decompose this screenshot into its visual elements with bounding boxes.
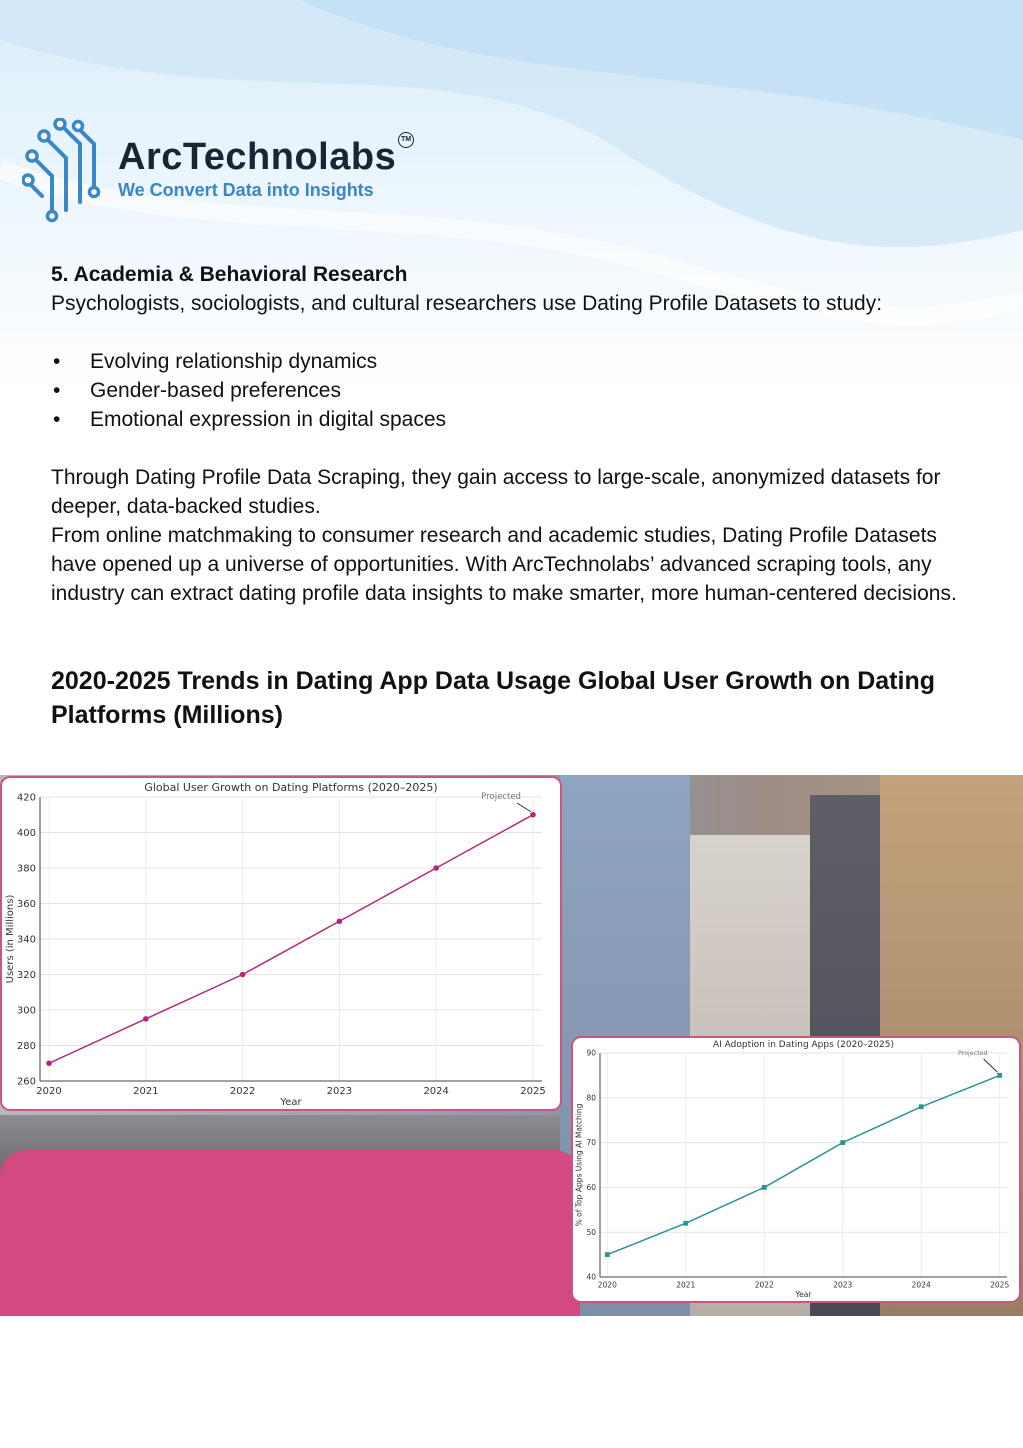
data-point xyxy=(919,1104,924,1109)
bullet-marker: • xyxy=(53,379,61,402)
chart-title: AI Adoption in Dating Apps (2020–2025) xyxy=(713,1040,894,1050)
x-tick-label: 2022 xyxy=(229,1086,256,1097)
trademark-symbol: TM xyxy=(398,132,414,148)
bullet-marker: • xyxy=(53,350,61,373)
data-point xyxy=(46,1060,52,1066)
pink-panel xyxy=(0,1150,580,1316)
list-item: • Gender-based preferences xyxy=(51,376,981,405)
y-tick-label: 70 xyxy=(586,1138,596,1148)
x-axis-label: Year xyxy=(795,1290,812,1299)
x-tick-label: 2020 xyxy=(36,1086,62,1097)
y-tick-label: 280 xyxy=(16,1041,36,1052)
x-tick-label: 2023 xyxy=(833,1280,853,1290)
paragraph: From online matchmaking to consumer research and academic studies, Dating Profile Datasets have opened up a universe of opportunities. With ArcTechnolabs’ advanced scraping tools, any industry can extract dating profile data insights to make smarter, more human-centered decisions. xyxy=(51,524,957,605)
x-tick-label: 2020 xyxy=(597,1280,617,1290)
user-growth-chart-card xyxy=(0,776,562,1111)
data-point xyxy=(143,1016,149,1022)
series-line xyxy=(607,1075,999,1254)
data-point xyxy=(683,1221,688,1226)
data-point xyxy=(530,812,536,818)
y-tick-label: 380 xyxy=(16,863,36,875)
y-tick-label: 50 xyxy=(586,1227,596,1237)
x-tick-label: 2025 xyxy=(520,1086,546,1097)
y-tick-label: 260 xyxy=(16,1076,36,1088)
data-point xyxy=(433,865,439,871)
x-tick-label: 2023 xyxy=(326,1086,353,1097)
data-point xyxy=(240,972,246,978)
ai-adoption-chart xyxy=(573,1038,1019,1301)
y-tick-label: 80 xyxy=(586,1093,596,1103)
data-point xyxy=(840,1140,845,1145)
x-axis-label: Year xyxy=(280,1097,302,1108)
section-academia xyxy=(51,260,981,608)
x-tick-label: 2024 xyxy=(911,1280,931,1290)
y-tick-label: 420 xyxy=(16,792,36,804)
x-tick-label: 2025 xyxy=(990,1280,1010,1290)
data-point xyxy=(762,1185,767,1190)
y-axis-label: % of Top Apps Using AI Matching xyxy=(574,1103,584,1227)
logo-wordmark: ArcTechnolabs xyxy=(118,136,397,178)
y-tick-label: 320 xyxy=(16,970,36,981)
data-point xyxy=(997,1073,1002,1078)
user-growth-chart xyxy=(2,778,560,1109)
y-tick-label: 340 xyxy=(16,934,36,946)
y-tick-label: 360 xyxy=(16,899,36,910)
section-heading: 5. Academia & Behavioral Research xyxy=(51,263,408,286)
ai-adoption-chart-card xyxy=(571,1036,1021,1303)
data-point xyxy=(337,918,343,924)
logo-tagline: We Convert Data into Insights xyxy=(118,180,374,200)
annotation-arrow xyxy=(517,803,531,812)
list-item: • Evolving relationship dynamics xyxy=(51,347,981,376)
bullet-marker: • xyxy=(53,408,61,431)
annotation-label: Projected xyxy=(481,792,521,802)
data-point xyxy=(605,1252,610,1257)
y-tick-label: 90 xyxy=(586,1048,596,1058)
trends-heading: 2020-2025 Trends in Dating App Data Usage Global User Growth on Dating Platforms (Millions) xyxy=(51,667,935,729)
y-tick-label: 300 xyxy=(16,1005,36,1017)
y-tick-label: 400 xyxy=(16,828,36,839)
x-tick-label: 2021 xyxy=(676,1280,696,1290)
circuit-logo-icon xyxy=(22,118,112,228)
y-axis-label: Users (in Millions) xyxy=(5,894,16,984)
y-tick-label: 40 xyxy=(586,1272,596,1282)
x-tick-label: 2024 xyxy=(423,1086,449,1097)
annotation-label: Projected xyxy=(957,1049,988,1057)
paragraph: Through Dating Profile Data Scraping, they gain access to large-scale, anonymized datasets for deeper, data-backed studies. xyxy=(51,466,941,518)
company-logo xyxy=(22,118,422,228)
bullet-list xyxy=(51,347,981,434)
y-tick-label: 60 xyxy=(586,1183,596,1193)
list-item: • Emotional expression in digital spaces xyxy=(51,405,981,434)
x-tick-label: 2021 xyxy=(133,1086,159,1097)
x-tick-label: 2022 xyxy=(754,1280,774,1290)
annotation-arrow xyxy=(984,1059,998,1072)
chart-title: Global User Growth on Dating Platforms (2020–2025) xyxy=(144,781,438,794)
section-intro: Psychologists, sociologists, and cultural researchers use Dating Profile Datasets to study: xyxy=(51,292,883,315)
